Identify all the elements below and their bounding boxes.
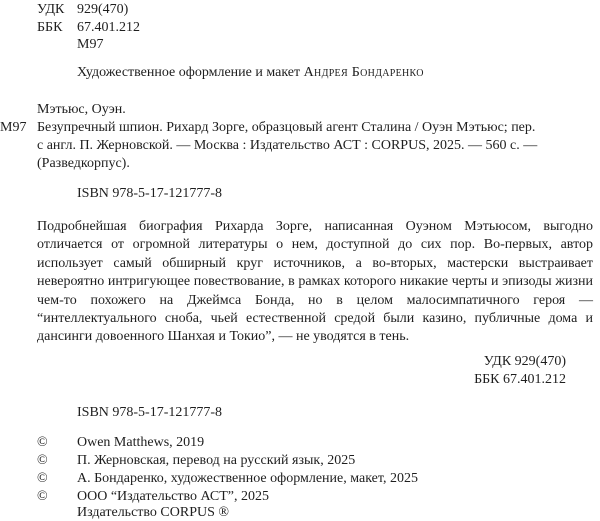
- copyright-icon: ©: [37, 471, 48, 486]
- margin-author-mark: М97: [0, 120, 27, 135]
- copyright-text: Owen Matthews, 2019: [77, 435, 205, 450]
- copyright-icon: ©: [37, 489, 48, 504]
- author-mark: М97: [77, 37, 104, 52]
- copyright-row: [37, 453, 557, 469]
- author-heading: Мэтьюс, Оуэн.: [37, 102, 126, 117]
- udk-label: УДК: [37, 2, 65, 17]
- copyright-row: [37, 471, 557, 487]
- design-credit-name: Андрея Бондаренко: [303, 65, 424, 80]
- bibliography-line-2: с англ. П. Жерновской. — Москва : Издательство АСТ : CORPUS, 2025. — 560 с. —: [37, 138, 538, 153]
- design-credit-prefix: Художественное оформление и макет: [77, 65, 301, 80]
- udk-value: 929(470): [77, 2, 129, 17]
- bbk-value: 67.401.212: [77, 20, 140, 35]
- copyright-icon: ©: [37, 453, 48, 468]
- bibliography-line-1: Безупречный шпион. Рихард Зорге, образцовый агент Сталина / Оуэн Мэтьюс; пер.: [37, 120, 536, 135]
- copyright-text: П. Жерновская, перевод на русский язык, 2025: [77, 453, 356, 468]
- copyright-row: [37, 435, 557, 451]
- copyright-text: А. Бондаренко, художественное оформление, макет, 2025: [77, 471, 418, 486]
- copyright-text: ООО “Издательство АСТ”, 2025: [77, 489, 269, 504]
- bbk-bottom: ББК 67.401.212: [474, 372, 566, 387]
- imprint: Издательство CORPUS ®: [77, 505, 230, 520]
- copyright-row: [37, 489, 557, 505]
- annotation-paragraph: Подробнейшая биография Рихарда Зорге, написанная Оуэном Мэтьюсом, выгодно отличается от огромной литературы о нем, доступной до сих пор. Во-первых, автор использует самый обширный круг источников, а во-вторых, мастерски выстраивает невероятно интригующее повествование, в рамках которого никакие черты и эпизоды жизни чем-то похожего на Джеймса Бонда, но в целом малосимпатичного героя — “интеллектуального сноба, чьей естественной средой были казино, публичные дома и дансинги довоенного Шанхая и Токио”, — не уводятся в тень.: [37, 219, 593, 345]
- bbk-label: ББК: [37, 20, 63, 35]
- copyright-icon: ©: [37, 435, 48, 450]
- isbn-bottom: ISBN 978-5-17-121777-8: [77, 405, 223, 420]
- isbn-top: ISBN 978-5-17-121777-8: [77, 186, 223, 201]
- design-credit: [77, 65, 424, 81]
- bibliography-line-3: (Разведкорпус).: [37, 156, 130, 171]
- udk-bottom: УДК 929(470): [483, 354, 566, 369]
